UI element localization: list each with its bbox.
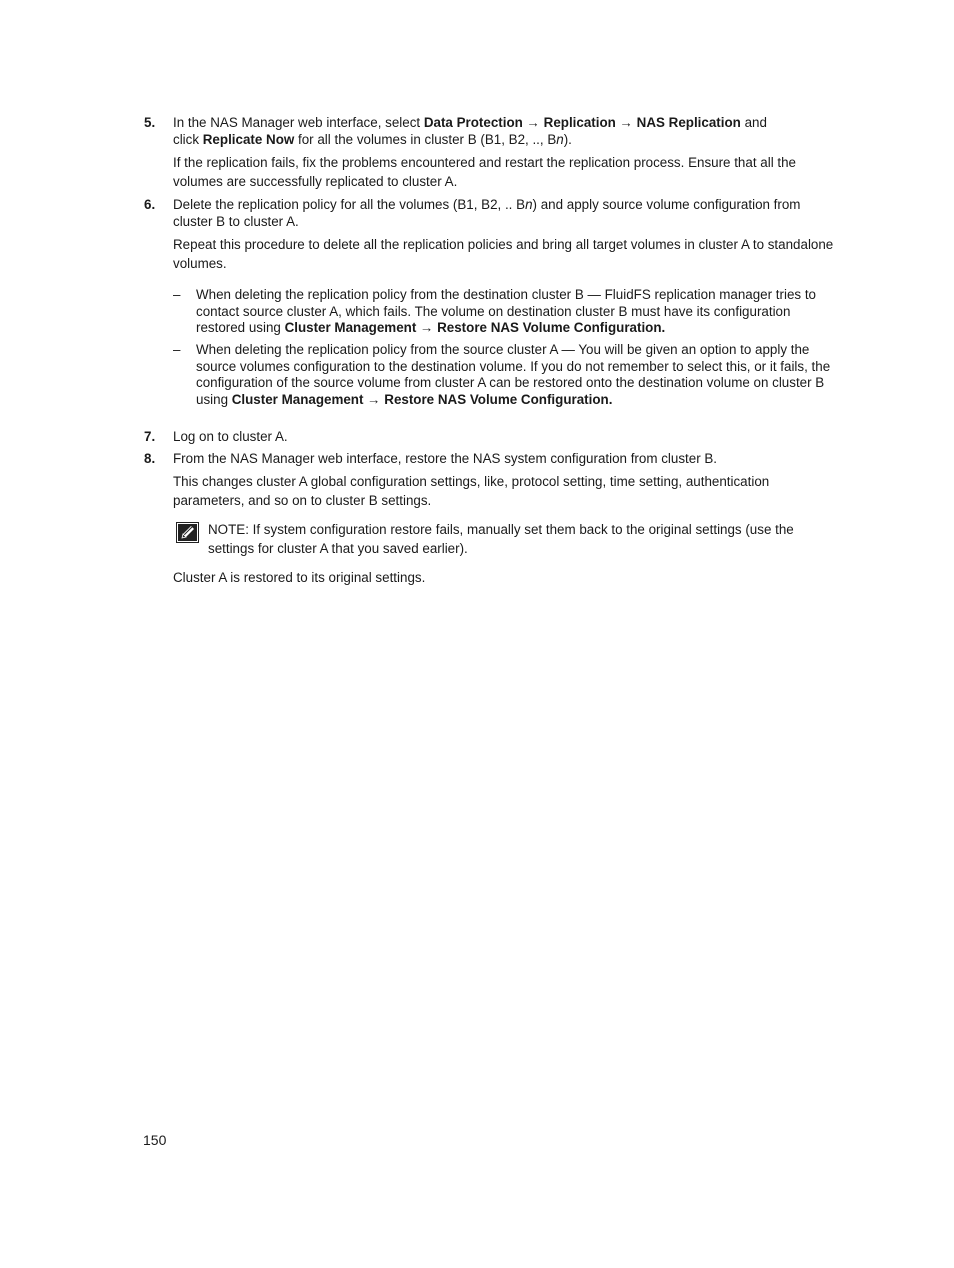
- arrow: →: [522, 115, 544, 130]
- note: [208, 520, 843, 558]
- replicate-now-label: Replicate Now: [202, 131, 295, 147]
- step-text: From the NAS Manager web interface, restore the NAS system configuration from cluster B.: [173, 451, 718, 466]
- text: In the NAS Manager web interface, select: [173, 115, 424, 130]
- result-text: Cluster A is restored to its original settings.: [173, 570, 426, 585]
- text: click: [173, 131, 203, 147]
- step-5-paragraph: If the replication fails, fix the problems encountered and restart the replication process. Ensure that all the volumes are successfully replicated to cluster A.: [173, 155, 797, 189]
- menu-path-data-protection: Data Protection: [423, 115, 523, 130]
- menu-path-nas-replication: NAS Replication: [636, 115, 741, 130]
- text-italic: n: [525, 197, 533, 212]
- dash-text: [196, 342, 842, 408]
- dash-mark: –: [173, 287, 181, 302]
- step-text: [173, 197, 841, 230]
- menu-path: Cluster Management → Restore NAS Volume Configuration.: [231, 391, 613, 407]
- note-text: If system configuration restore fails, manually set them back to the original settings (use the settings for cluster A that you saved earlier).: [208, 522, 794, 556]
- text-italic: n: [556, 131, 564, 147]
- text: ) and apply source volume configuration from cluster B to cluster A.: [173, 197, 801, 229]
- step-8-paragraph: This changes cluster A global configuration settings, like, protocol setting, time setting, authentication parameters, and so on to cluster B settings.: [173, 474, 770, 508]
- step-number: 5.: [144, 115, 156, 130]
- text: ).: [563, 131, 572, 147]
- step-line: [173, 115, 841, 132]
- step-number: 7.: [144, 429, 156, 444]
- text: for all the volumes in cluster B (B1, B2, .., B: [294, 131, 557, 147]
- step-text: Log on to cluster A.: [173, 429, 288, 444]
- step-number: 8.: [144, 451, 156, 466]
- dash-mark: –: [173, 342, 181, 357]
- menu-path: Cluster Management → Restore NAS Volume Configuration.: [284, 320, 666, 335]
- note-label: NOTE:: [208, 522, 249, 537]
- step-6-paragraph: Repeat this procedure to delete all the replication policies and bring all target volumes in cluster A to standalone volumes.: [173, 237, 834, 271]
- arrow: →: [615, 115, 637, 130]
- text: Delete the replication policy for all the volumes (B1, B2, .. B: [173, 197, 526, 212]
- menu-path-replication: Replication: [543, 115, 616, 130]
- note-pencil-icon: [176, 522, 200, 544]
- step-number: 6.: [144, 197, 156, 212]
- step-text: [173, 115, 841, 148]
- text: When deleting the replication policy from the source cluster A — You will be given an option to apply the source volumes configuration to the destination volume. If you do not remember to select this, or it fails, the configuration of the source volume from cluster A can be restored onto the destination volume on cluster B using: [196, 342, 831, 407]
- text: When deleting the replication policy from the destination cluster B — FluidFS replication manager tries to contact source cluster A, which fails. The volume on destination cluster B must have its configuration restored using: [196, 287, 816, 335]
- text: and: [740, 115, 767, 130]
- dash-text: [196, 287, 842, 337]
- step-line: [173, 132, 841, 149]
- page-number: 150: [143, 1132, 167, 1148]
